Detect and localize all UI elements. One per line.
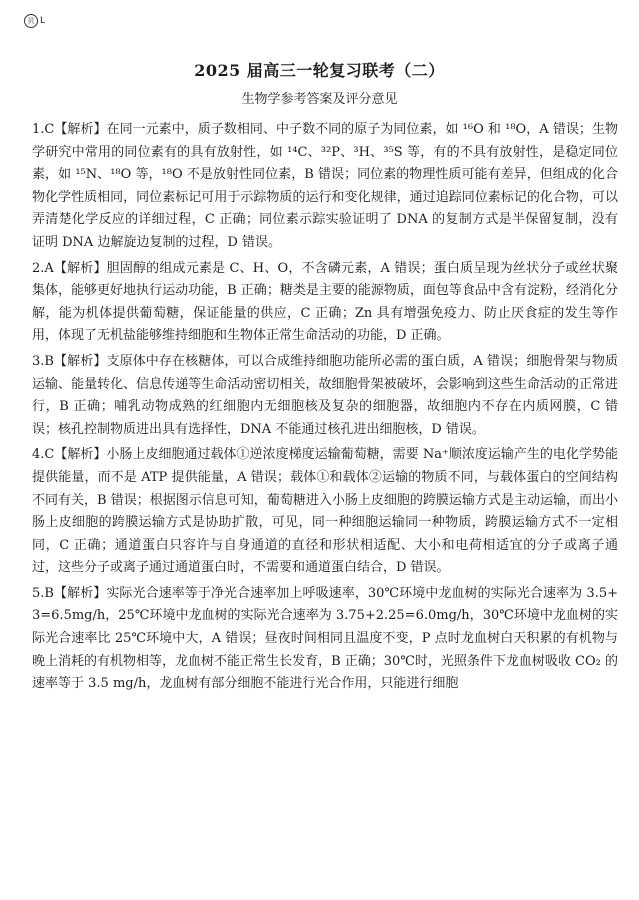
answer-5: 5.B【解析】实际光合速率等于净光合速率加上呼吸速率，30℃环境中龙血树的实际光合速率为 3.5+3=6.5mg/h，25℃环境中龙血树的实际光合速率为 3.75+2.25=6.0mg/h，30℃环境中龙血树的实际光合速率比 25℃环境中大，A 错误；昼夜时间相同且温度不变，P 点时龙血树白天积累的有机物与晚上消耗的有机物相等，龙血树不能正常生长发育，B 正确；30℃时，光照条件下龙血树吸收 CO₂ 的速率等于 3.5 mg/h，龙血树有部分细胞不能进行光合作用，只能进行细胞 — [32, 585, 618, 692]
answer-4: 4.C【解析】小肠上皮细胞通过载体①逆浓度梯度运输葡萄糖，需要 Na⁺顺浓度运输产生的电化学势能提供能量，而不是 ATP 提供能量，A 错误；载体①和载体②运输的物质不同，与载体蛋白的空间结构不同有关，B 错误；根据图示信息可知，葡萄糖进入小肠上皮细胞的跨膜运输方式是主动运输，而出小肠上皮细胞的跨膜运输方式是协助扩散，可见，同一种细胞运输同一种物质，跨膜运输方式不一定相同，C 正确；通道蛋白只容许与自身通道的直径和形状相适配、大小和电荷相适宜的分子或离子通过，这些分子或离子通过通道蛋白时，不需要和通道蛋白结合，D 错误。 — [32, 447, 618, 576]
page-title: 2025 届高三一轮复习联考（二） — [194, 61, 445, 80]
answer-2: 2.A【解析】胆固醇的组成元素是 C、H、O，不含磷元素，A 错误；蛋白质呈现为丝状分子或丝状聚集体，能够更好地执行运动功能，B 正确；糖类是主要的能源物质，面包等食品中含有淀粉，经消化分解，能为机体提供葡萄糖，保证能量的供应，C 正确；Zn 具有增强免疫力、防止厌食症的发生等作用，体现了无机盐能够维持细胞和生物体正常生命活动的功能，D 正确。 — [32, 260, 618, 344]
answer-3: 3.B【解析】支原体中存在核糖体，可以合成维持细胞功能所必需的蛋白质，A 错误；细胞骨架与物质运输、能量转化、信息传递等生命活动密切相关，故细胞骨架被破坏，会影响到这些生命活动的正常进行，B 正确；哺乳动物成熟的红细胞内无细胞核及复杂的细胞器，故细胞内不存在内质网膜，C 错误；核孔控制物质进出具有选择性，DNA 不能通过核孔进出细胞核，D 错误。 — [32, 353, 618, 437]
corner-mark — [24, 14, 45, 28]
page-subtitle: 生物学参考答案及评分意见 — [241, 92, 398, 107]
corner-mark-text: L — [40, 16, 46, 26]
corner-mark-circle: 贝 — [24, 14, 38, 28]
answer-list — [32, 119, 618, 699]
answer-1: 1.C【解析】在同一元素中，质子数相同、中子数不同的原子为同位素，如 ¹⁶O 和 ¹⁸O，A 错误；生物学研究中常用的同位素有的具有放射性，如 ¹⁴C、³²P、³H、³⁵S 等，有的不具有放射性，是稳定同位素，如 ¹⁵N、¹⁸O 等，¹⁸O 不是放射性同位素，B 错误；同位素的物理性质可能有差异，但组成的化合物化学性质相同，同位素标记可用于示踪物质的运行和变化规律，通过追踪同位素标记的化合物，可以弄清楚化学反应的详细过程，C 正确；同位素示踪实验证明了 DNA 的复制方式是半保留复制，没有证明 DNA 边解旋边复制的过程，D 错误。 — [32, 122, 618, 250]
